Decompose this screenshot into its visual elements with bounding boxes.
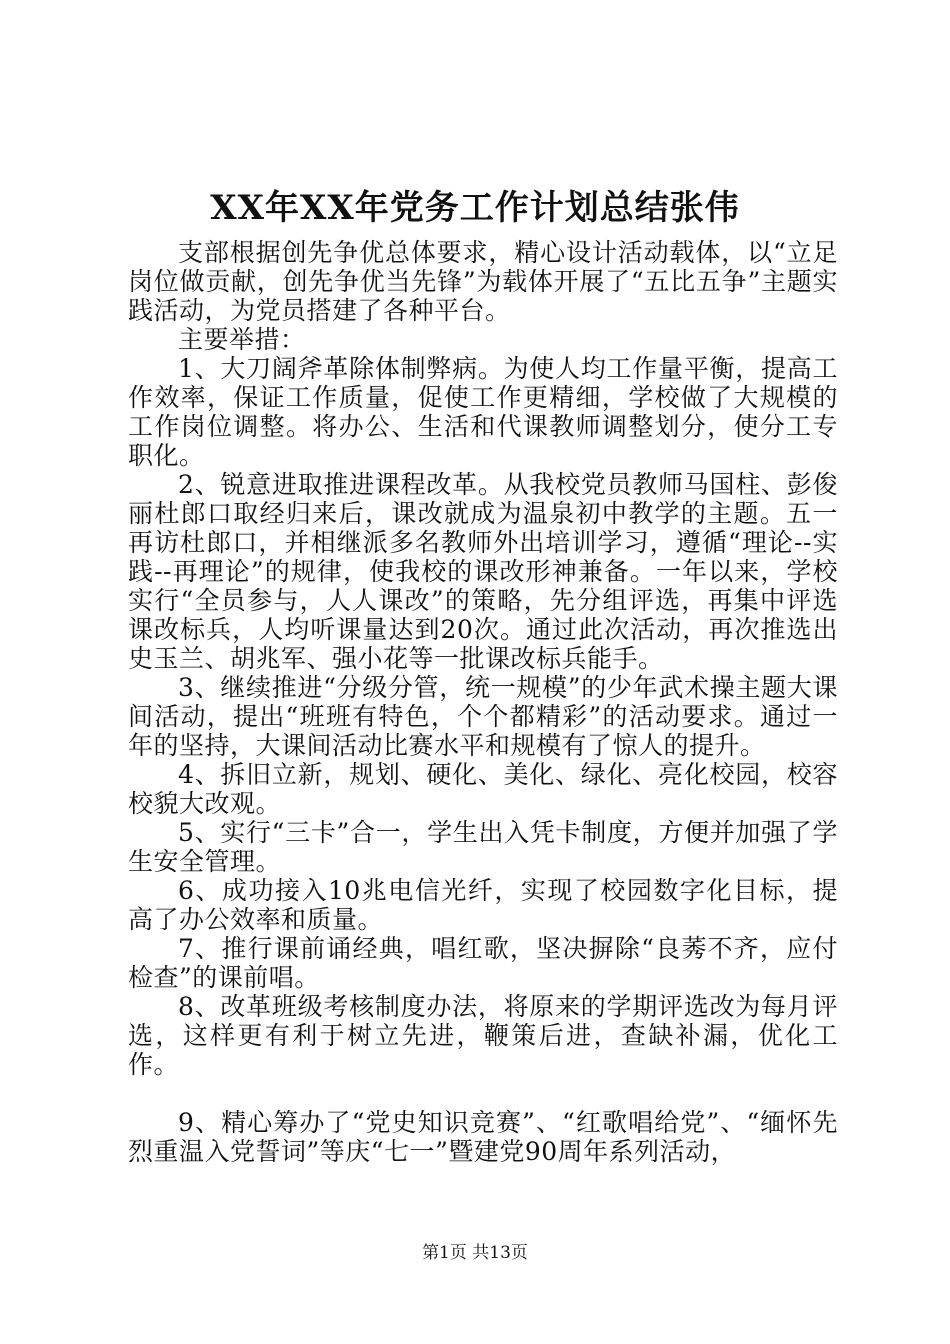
paragraph-item-7: 7、推行课前诵经典，唱红歌，坚决摒除“良莠不齐，应付检查”的课前唱。 (128, 934, 838, 992)
paragraph-main-measures: 主要举措： (178, 325, 306, 354)
document-title: XX年XX年党务工作计划总结张伟 (210, 188, 740, 228)
paragraph-item-9: 9、精心筹办了“党史知识竞赛”、“红歌唱给党”、“缅怀先烈重温入党誓词”等庆“七一”暨建党90周年系列活动， (128, 1108, 838, 1166)
paragraph-item-6: 6、成功接入10兆电信光纤，实现了校园数字化目标，提高了办公效率和质量。 (128, 876, 838, 934)
document-body (128, 238, 838, 1166)
paragraph-item-1: 1、大刀阔斧革除体制弊病。为使人均工作量平衡，提高工作效率，保证工作质量，促使工作更精细，学校做了大规模的工作岗位调整。将办公、生活和代课教师调整划分，使分工专职化。 (128, 354, 838, 470)
paragraph-item-5: 5、实行“三卡”合一，学生出入凭卡制度，方便并加强了学生安全管理。 (128, 818, 838, 876)
paragraph-item-4: 4、拆旧立新，规划、硬化、美化、绿化、亮化校园，校容校貌大改观。 (128, 760, 838, 818)
paragraph-intro: 支部根据创先争优总体要求，精心设计活动载体，以“立足岗位做贡献，创先争优当先锋”为载体开展了“五比五争”主题实践活动，为党员搭建了各种平台。 (128, 238, 838, 325)
paragraph-item-8: 8、改革班级考核制度办法，将原来的学期评选改为每月评选，这样更有利于树立先进，鞭策后进，查缺补漏，优化工作。 (128, 992, 838, 1079)
page-number-footer: 第1页 共13页 (422, 1243, 528, 1263)
paragraph-item-3: 3、继续推进“分级分管，统一规模”的少年武术操主题大课间活动，提出“班班有特色，个个都精彩”的活动要求。通过一年的坚持，大课间活动比赛水平和规模有了惊人的提升。 (128, 673, 838, 760)
paragraph-item-2: 2、锐意进取推进课程改革。从我校党员教师马国柱、彭俊丽杜郎口取经归来后，课改就成为温泉初中教学的主题。五一再访杜郎口，并相继派多名教师外出培训学习，遵循“理论--实践--再理论”的规律，使我校的课改形神兼备。一年以来，学校实行“全员参与，人人课改”的策略，先分组评选，再集中评选课改标兵，人均听课量达到20次。通过此次活动，再次推选出史玉兰、胡兆军、强小花等一批课改标兵能手。 (128, 470, 838, 673)
